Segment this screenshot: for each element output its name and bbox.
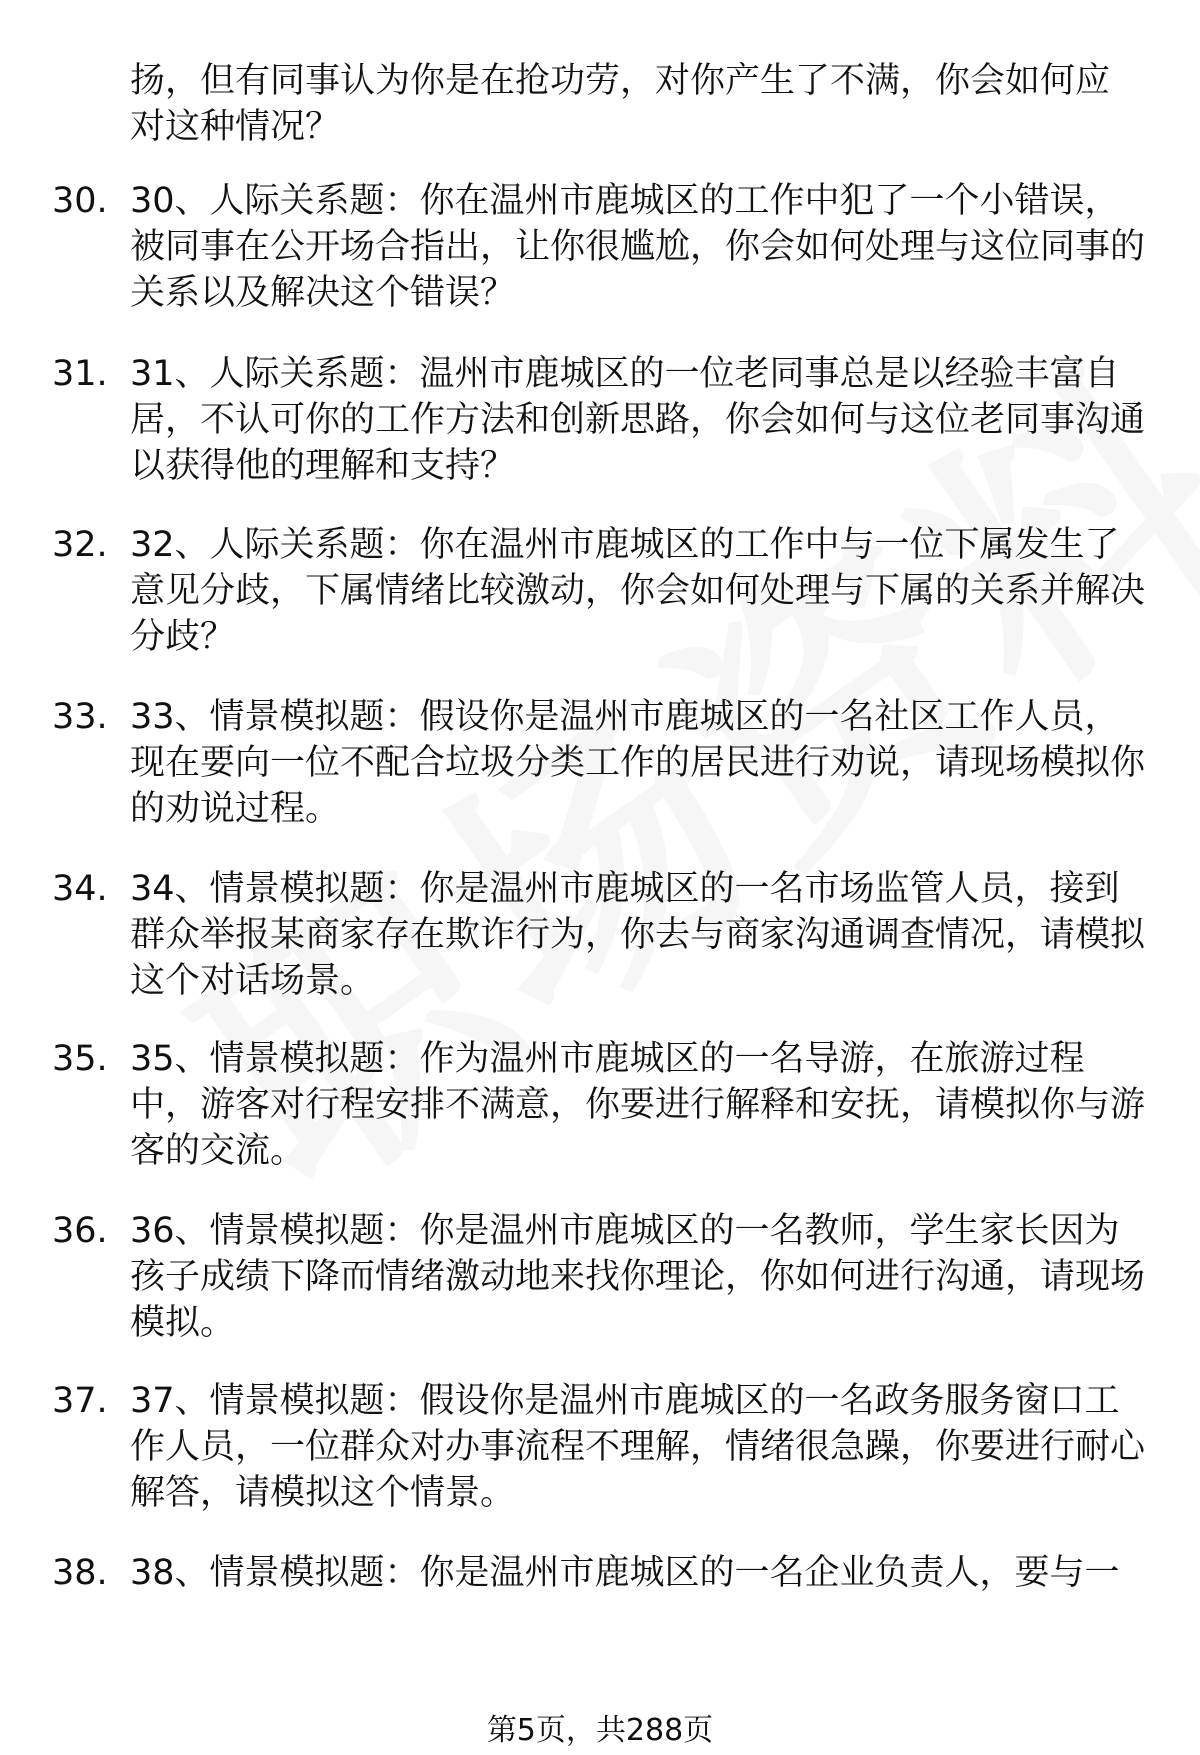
watermark [117, 358, 1200, 1341]
item-text: 36、情景模拟题：你是温州市鹿城区的一名教师，学生家长因为孩子成绩下降而情绪激动地来找你理论，你如何进行沟通，请现场模拟。 [130, 1211, 1146, 1343]
item-number: 37. [52, 1381, 108, 1421]
continued-question-text: 扬，但有同事认为你是在抢功劳，对你产生了不满，你会如何应对这种情况？ [130, 61, 1111, 147]
item-number: 32. [52, 525, 108, 565]
item-text: 33、情景模拟题：假设你是温州市鹿城区的一名社区工作人员，现在要向一位不配合垃圾分类工作的居民进行劝说，请现场模拟你的劝说过程。 [130, 697, 1146, 829]
item-number: 34. [52, 869, 108, 909]
item-text: 38、情景模拟题：你是温州市鹿城区的一名企业负责人，要与一 [130, 1553, 1120, 1593]
item-number: 31. [52, 354, 108, 394]
item-text: 30、人际关系题：你在温州市鹿城区的工作中犯了一个小错误，被同事在公开场合指出，让你很尴尬，你会如何处理与这位同事的关系以及解决这个错误？ [130, 181, 1146, 313]
item-number: 38. [52, 1553, 108, 1593]
item-number: 35. [52, 1039, 108, 1079]
item-text: 35、情景模拟题：作为温州市鹿城区的一名导游，在旅游过程中，游客对行程安排不满意，你要进行解释和安抚，请模拟你与游客的交流。 [130, 1039, 1146, 1171]
item-text: 32、人际关系题：你在温州市鹿城区的工作中与一位下属发生了意见分歧，下属情绪比较激动，你会如何处理与下属的关系并解决分歧？ [130, 525, 1146, 657]
item-number: 36. [52, 1211, 108, 1251]
item-number: 33. [52, 697, 108, 737]
item-text: 31、人际关系题：温州市鹿城区的一位老同事总是以经验丰富自居，不认可你的工作方法和创新思路，你会如何与这位老同事沟通以获得他的理解和支持？ [130, 354, 1146, 486]
item-text: 34、情景模拟题：你是温州市鹿城区的一名市场监管人员，接到群众举报某商家存在欺诈行为，你去与商家沟通调查情况，请模拟这个对话场景。 [130, 869, 1146, 1001]
item-number: 30. [52, 181, 108, 221]
page-footer: 第5页，共288页 [486, 1713, 714, 1748]
item-text: 37、情景模拟题：假设你是温州市鹿城区的一名政务服务窗口工作人员，一位群众对办事流程不理解，情绪很急躁，你要进行耐心解答，请模拟这个情景。 [130, 1381, 1146, 1513]
